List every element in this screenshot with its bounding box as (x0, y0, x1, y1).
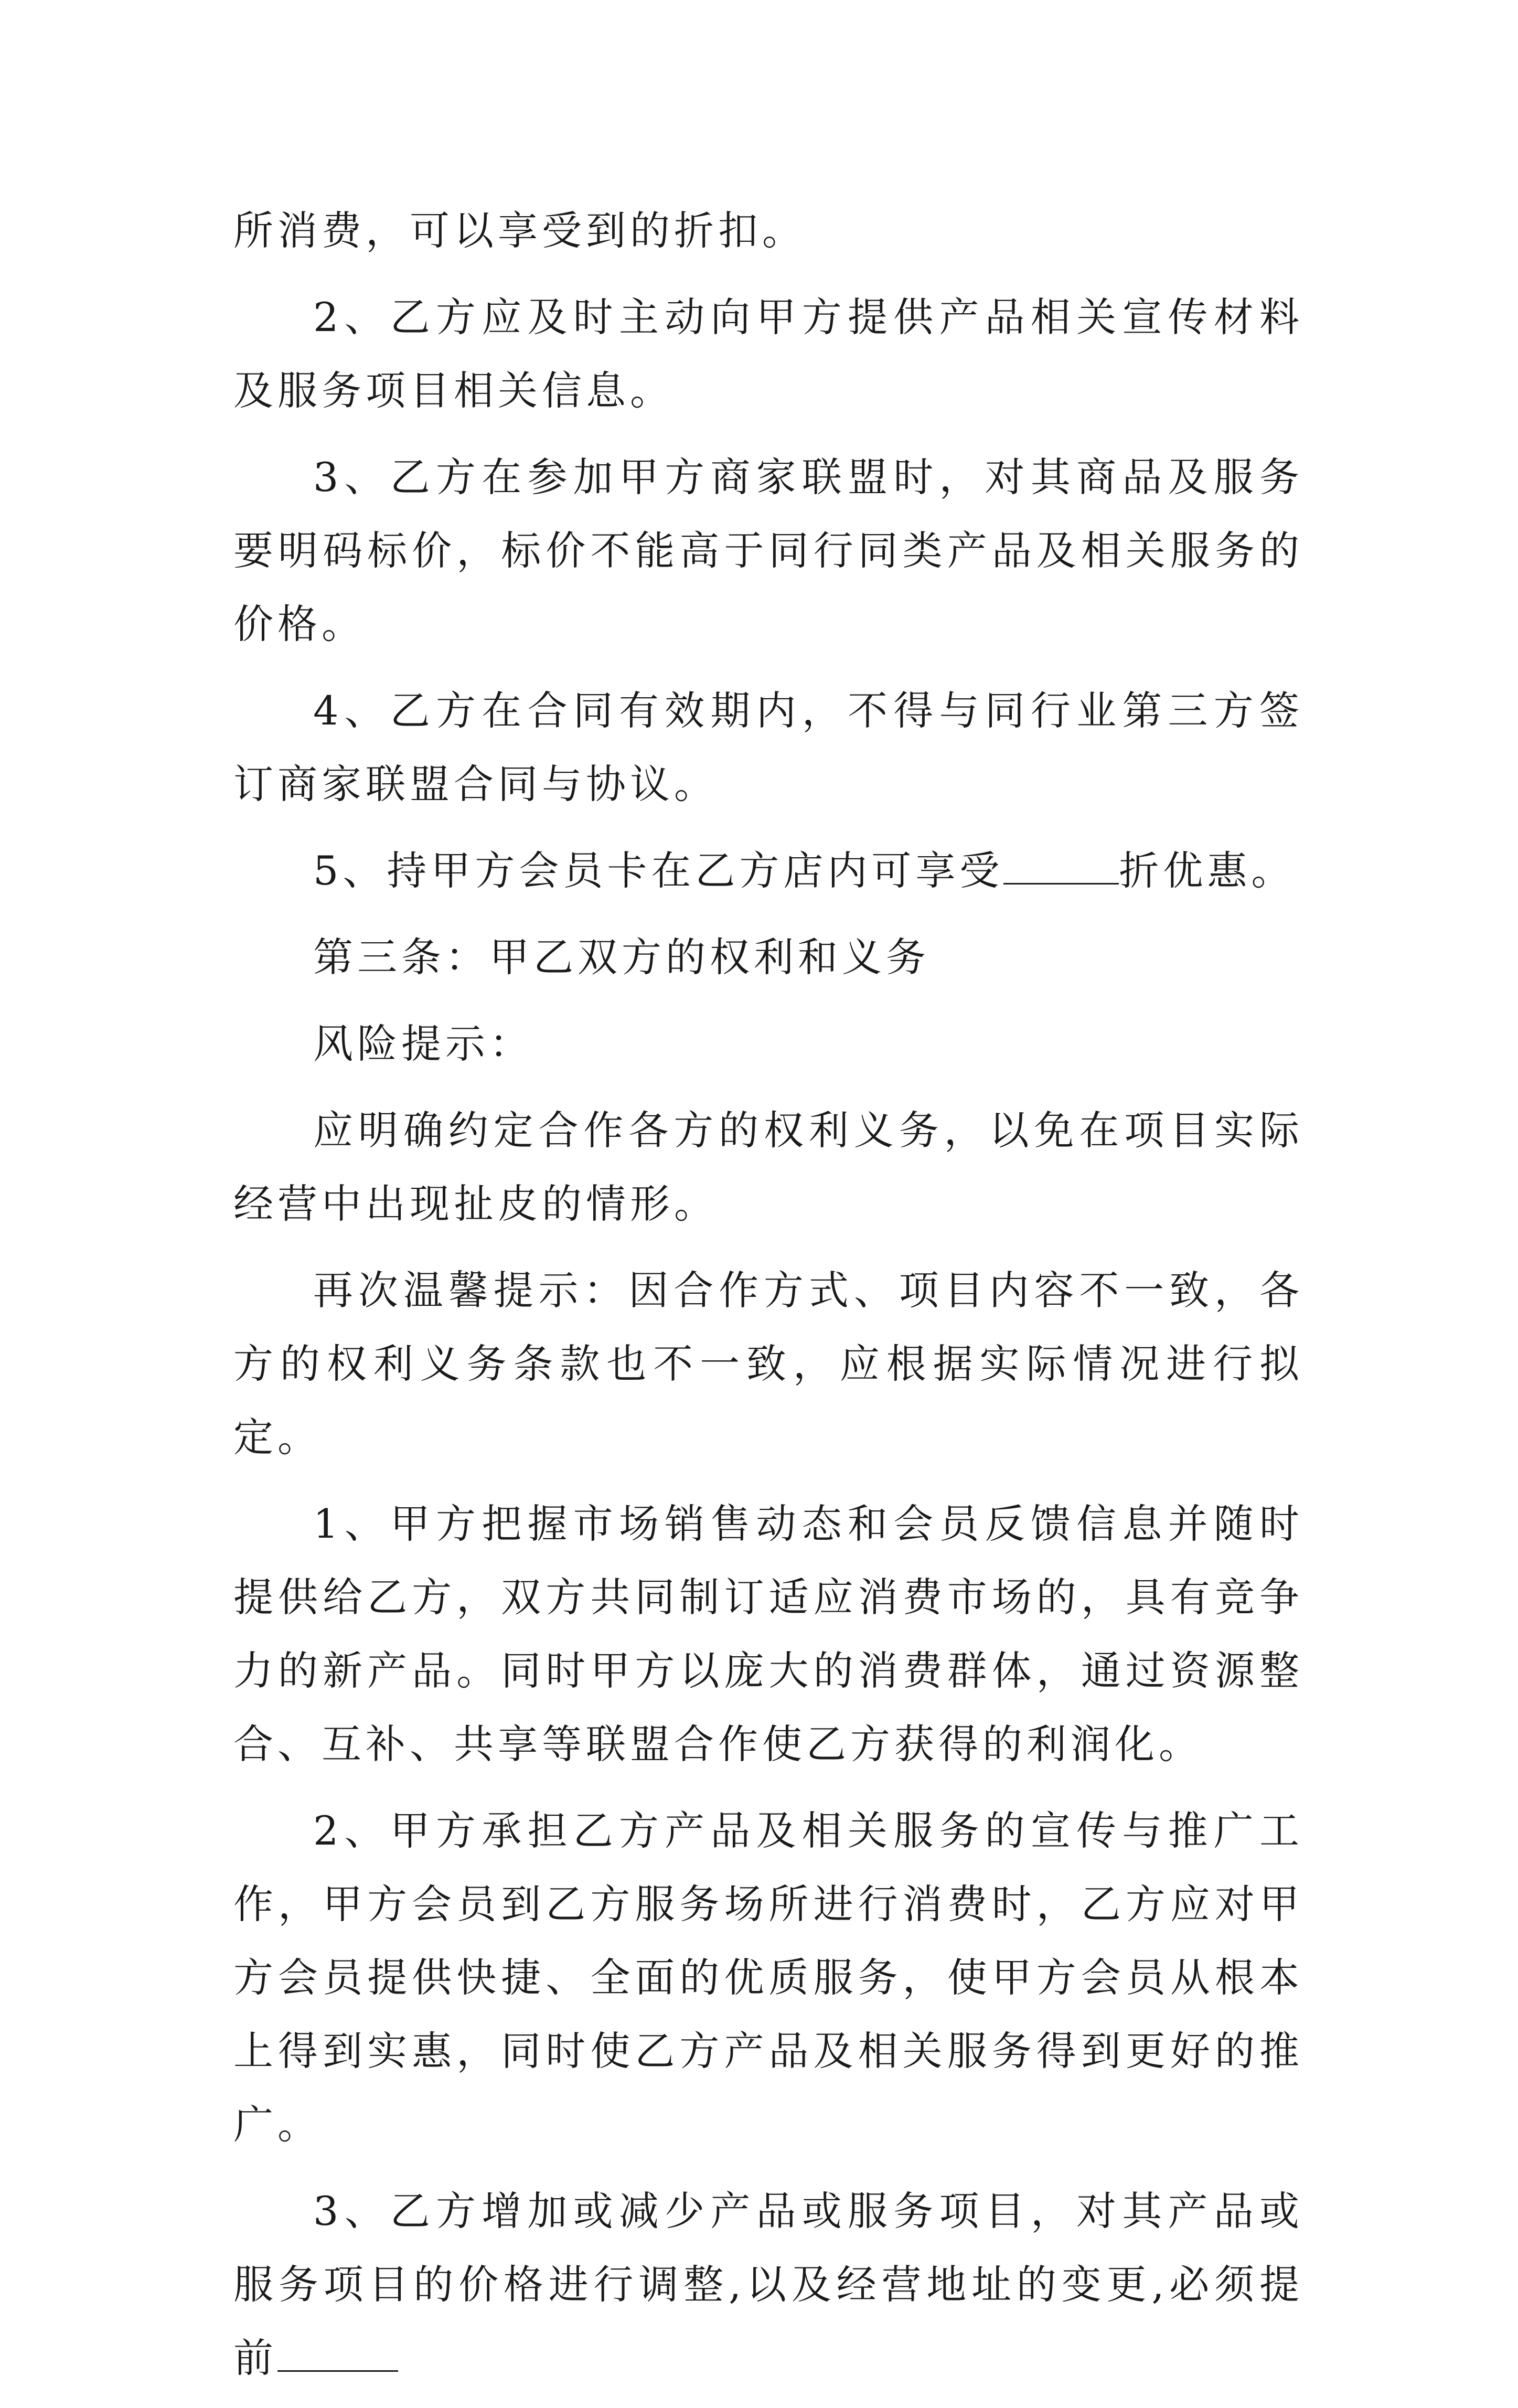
discount-blank-line (1003, 846, 1119, 885)
document-body (233, 194, 1303, 2408)
right-3-text: 3、乙方增加或减少产品或服务项目，对其产品或服务项目的价格进行调整,以及经营地址的变更,必须提前 (233, 2188, 1303, 2381)
paragraph-clause-3: 3、乙方在参加甲方商家联盟时，对其商品及服务要明码标价，标价不能高于同行同类产品及相关服务的价格。 (233, 454, 1303, 647)
clause-5-text-before: 5、持甲方会员卡在乙方店内可享受 (313, 847, 1004, 894)
risk-notice-label: 风险提示： (313, 1020, 533, 1067)
paragraph-risk-notice: 应明确约定合作各方的权利义务，以免在项目实际经营中出现扯皮的情形。 (233, 1107, 1303, 1227)
clause-5-text-after: 折优惠。 (1119, 847, 1296, 894)
paragraph-clause-2: 2、乙方应及时主动向甲方提供产品相关宣传材料及服务项目相关信息。 (233, 294, 1303, 414)
paragraph-right-2: 2、甲方承担乙方产品及相关服务的宣传与推广工作，甲方会员到乙方服务场所进行消费时，乙方应对甲方会员提供快捷、全面的优质服务，使甲方会员从根本上得到实惠，同时使乙方产品及相关服务得到更好的推广。 (233, 1807, 1303, 2148)
paragraph-clause-5 (233, 834, 1303, 908)
section-heading-article-3: 第三条：甲乙双方的权利和义务 (313, 934, 930, 981)
paragraph-reminder: 再次温馨提示：因合作方式、项目内容不一致，各方的权利义务条款也不一致，应根据实际情况进行拟定。 (233, 1267, 1303, 1461)
paragraph-right-1: 1、甲方把握市场销售动态和会员反馈信息并随时提供给乙方，双方共同制订适应消费市场的，具有竞争力的新产品。同时甲方以庞大的消费群体，通过资源整合、互补、共享等联盟合作使乙方获得的利润化。 (233, 1500, 1303, 1767)
paragraph-clause-4: 4、乙方在合同有效期内，不得与同行业第三方签订商家联盟合同与协议。 (233, 687, 1303, 807)
paragraph-discount-continuation: 所消费，可以享受到的折扣。 (233, 207, 806, 254)
paragraph-right-3 (233, 2175, 1303, 2395)
advance-notice-blank-line (277, 2334, 398, 2372)
